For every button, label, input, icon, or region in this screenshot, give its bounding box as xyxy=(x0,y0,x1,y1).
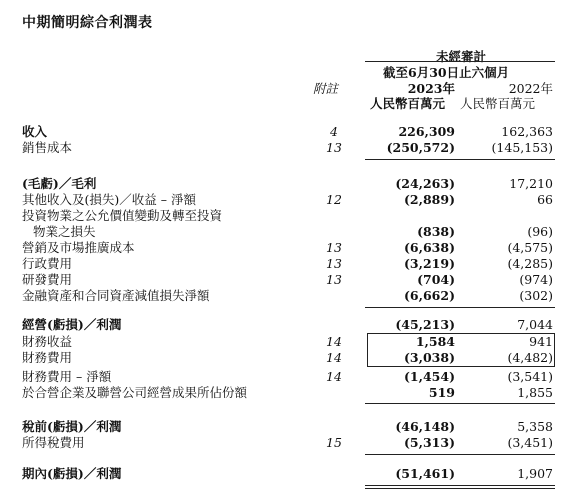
row-label: 經營(虧損)／利潤 xyxy=(22,317,122,332)
value-2022: (3,451) xyxy=(507,435,553,450)
value-2023: (250,572) xyxy=(386,140,455,155)
value-2023: (45,213) xyxy=(395,317,455,332)
row-note: 14 xyxy=(326,350,342,365)
row-marketing-costs xyxy=(0,240,575,256)
row-admin-expenses xyxy=(0,256,575,272)
value-2022: 1,907 xyxy=(517,466,553,481)
row-note: 14 xyxy=(326,334,342,349)
row-net-finance-costs xyxy=(0,369,575,385)
row-label: 銷售成本 xyxy=(22,140,73,155)
value-2023: 226,309 xyxy=(398,124,455,139)
value-2023: (1,454) xyxy=(404,369,455,384)
value-2023: (838) xyxy=(417,224,455,239)
subtotal-rule xyxy=(365,454,555,455)
row-label: 所得稅費用 xyxy=(22,435,85,450)
row-rd-expenses xyxy=(0,272,575,288)
value-2023: (6,638) xyxy=(404,240,455,255)
value-2023: (2,889) xyxy=(404,192,455,207)
row-label: 收入 xyxy=(22,124,48,139)
row-gross-profit xyxy=(0,176,575,192)
row-label: 稅前(虧損)／利潤 xyxy=(22,419,122,434)
row-label: 物業之損失 xyxy=(33,224,96,239)
value-2023: (5,313) xyxy=(404,435,455,450)
value-2023: (46,148) xyxy=(395,419,455,434)
row-revenue xyxy=(0,124,575,140)
row-label: 財務費用 xyxy=(22,350,73,365)
row-label: 期內(虧損)／利潤 xyxy=(22,466,122,481)
row-note: 14 xyxy=(326,369,342,384)
value-2022: 7,044 xyxy=(517,317,553,332)
row-label: (毛虧)／毛利 xyxy=(22,176,97,191)
row-label: 行政費用 xyxy=(22,256,73,271)
value-2023: (51,461) xyxy=(395,466,455,481)
row-profit-for-period xyxy=(0,466,575,482)
row-label: 於合營企業及聯營公司經營成果所佔份額 xyxy=(22,385,248,400)
subtotal-rule xyxy=(365,307,555,308)
value-2022: 162,363 xyxy=(501,124,553,139)
row-investment-property-line1 xyxy=(0,208,575,224)
row-cost-of-sales xyxy=(0,140,575,156)
row-operating-profit xyxy=(0,317,575,333)
header-period: 截至6月30日止六個月 xyxy=(383,65,510,80)
value-2022: (4,285) xyxy=(507,256,553,271)
value-2022: 5,358 xyxy=(517,419,553,434)
header-note-column: 附註 xyxy=(313,81,339,96)
header-year-2023: 2023年 xyxy=(407,81,455,96)
value-2023: (6,662) xyxy=(404,288,455,303)
row-income-tax xyxy=(0,435,575,451)
value-2023: (3,219) xyxy=(404,256,455,271)
header-unaudited: 未經審計 xyxy=(436,49,487,64)
header-year-2022: 2022年 xyxy=(508,81,553,96)
value-2023: 519 xyxy=(428,385,455,400)
row-label: 金融資產和合同資產減值損失淨額 xyxy=(22,288,210,303)
row-label: 研發費用 xyxy=(22,272,73,287)
row-note: 15 xyxy=(326,435,342,450)
header-rule xyxy=(365,61,555,62)
row-profit-before-tax xyxy=(0,419,575,435)
row-note: 12 xyxy=(326,192,342,207)
row-share-of-jv-associates xyxy=(0,385,575,401)
row-other-income xyxy=(0,192,575,208)
row-label: 財務費用 – 淨額 xyxy=(22,369,112,384)
statement-title: 中期簡明綜合利潤表 xyxy=(22,15,153,31)
value-2022: 17,210 xyxy=(509,176,553,191)
row-investment-property-line2 xyxy=(0,224,575,240)
value-2022: (145,153) xyxy=(491,140,553,155)
row-note: 13 xyxy=(326,256,342,271)
row-impairment-losses xyxy=(0,288,575,304)
total-double-rule-bottom xyxy=(365,488,555,489)
row-label: 投資物業之公允價值變動及轉至投資 xyxy=(22,208,223,223)
value-2022: (302) xyxy=(519,288,553,303)
value-2022: 1,855 xyxy=(517,385,553,400)
value-2023: 1,584 xyxy=(415,334,455,349)
value-2022: (3,541) xyxy=(507,369,553,384)
row-note: 13 xyxy=(326,140,342,155)
row-label: 營銷及市場推廣成本 xyxy=(22,240,135,255)
value-2023: (24,263) xyxy=(395,176,455,191)
row-note: 4 xyxy=(330,124,338,139)
row-finance-costs xyxy=(0,350,575,366)
value-2022: (974) xyxy=(519,272,553,287)
value-2022: (4,482) xyxy=(507,350,553,365)
header-unit-2023: 人民幣百萬元 xyxy=(370,96,446,111)
value-2023: (3,038) xyxy=(404,350,455,365)
row-label: 財務收益 xyxy=(22,334,73,349)
value-2022: 66 xyxy=(537,192,553,207)
row-label: 其他收入及(損失)／收益 – 淨額 xyxy=(22,192,196,207)
value-2022: (96) xyxy=(527,224,553,239)
value-2023: (704) xyxy=(417,272,455,287)
value-2022: (4,575) xyxy=(507,240,553,255)
value-2022: 941 xyxy=(529,334,553,349)
row-finance-income xyxy=(0,334,575,350)
row-note: 13 xyxy=(326,272,342,287)
subtotal-rule xyxy=(365,403,555,404)
row-note: 13 xyxy=(326,240,342,255)
total-double-rule-top xyxy=(365,485,555,486)
header-unit-2022: 人民幣百萬元 xyxy=(460,96,536,111)
subtotal-rule xyxy=(365,159,555,160)
